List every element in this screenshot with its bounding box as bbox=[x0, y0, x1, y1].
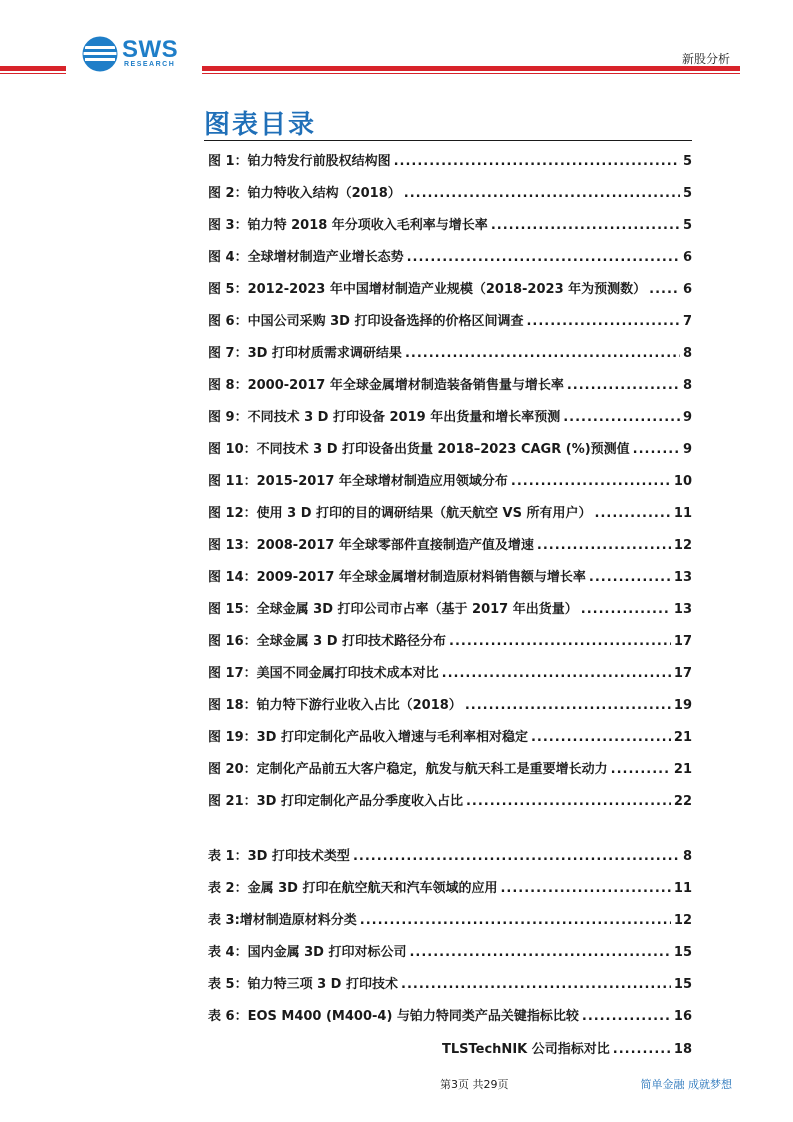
toc-entry-label: 图 10：不同技术 3 D 打印设备出货量 2018–2023 CAGR (%)预测值 bbox=[208, 442, 630, 457]
toc-leader bbox=[491, 218, 680, 233]
toc-entry[interactable] bbox=[208, 790, 692, 822]
table-list bbox=[208, 845, 692, 1037]
toc-entry-label: 图 5：2012-2023 年中国增材制造产业规模（2018-2023 年为预测数） bbox=[208, 282, 647, 297]
toc-entry[interactable] bbox=[208, 758, 692, 790]
toc-leader bbox=[500, 881, 670, 896]
header-rule-right bbox=[202, 66, 740, 71]
toc-entry-page: 21 bbox=[673, 730, 692, 745]
toc-entry[interactable] bbox=[208, 374, 692, 406]
toc-entry[interactable] bbox=[208, 438, 692, 470]
toc-entry-page: 13 bbox=[673, 570, 692, 585]
toc-leader bbox=[611, 762, 671, 777]
toc-entry-page: 6 bbox=[682, 282, 692, 297]
toc-entry-label: 图 2：铂力特收入结构（2018） bbox=[208, 186, 401, 201]
toc-entry-page: 15 bbox=[673, 977, 692, 992]
toc-entry-label: 图 17：美国不同金属打印技术成本对比 bbox=[208, 666, 439, 681]
toc-entry-label: 图 14：2009-2017 年全球金属增材制造原材料销售额与增长率 bbox=[208, 570, 586, 585]
toc-entry-label: 图 15：全球金属 3D 打印公司市占率（基于 2017 年出货量） bbox=[208, 602, 578, 617]
toc-entry-page: 11 bbox=[673, 506, 692, 521]
document-type: 新股分析 bbox=[681, 52, 730, 66]
toc-entry-page: 8 bbox=[682, 346, 692, 361]
toc-entry-label: 图 12：使用 3 D 打印的目的调研结果（航天航空 VS 所有用户） bbox=[208, 506, 592, 521]
toc-entry-label: 表 3:增材制造原材料分类 bbox=[208, 913, 357, 928]
toc-entry[interactable] bbox=[208, 941, 692, 973]
toc-entry-label: TLSTechNIK 公司指标对比 bbox=[442, 1042, 610, 1057]
toc-entry-page: 15 bbox=[673, 945, 692, 960]
toc-entry[interactable] bbox=[208, 845, 692, 877]
toc-leader bbox=[633, 442, 680, 457]
sws-globe-icon bbox=[82, 36, 118, 72]
toc-entry-label: 表 6：EOS M400 (M400-4) 与铂力特同类产品关键指标比较 bbox=[208, 1009, 579, 1024]
header-rule-left bbox=[0, 66, 66, 71]
logo-subtext: RESEARCH bbox=[124, 61, 176, 68]
toc-entry[interactable] bbox=[208, 342, 692, 374]
toc-entry-page: 22 bbox=[673, 794, 692, 809]
toc-leader bbox=[582, 1009, 671, 1024]
toc-leader bbox=[404, 186, 680, 201]
footer-slogan: 简单金融 成就梦想 bbox=[640, 1078, 732, 1091]
toc-entry-page: 16 bbox=[673, 1009, 692, 1024]
toc-entry-label: 图 1：铂力特发行前股权结构图 bbox=[208, 154, 391, 169]
toc-leader bbox=[407, 250, 680, 265]
toc-entry-label: 图 8：2000-2017 年全球金属增材制造装备销售量与增长率 bbox=[208, 378, 564, 393]
toc-entry[interactable] bbox=[208, 598, 692, 630]
toc-entry-label: 图 18：铂力特下游行业收入占比（2018） bbox=[208, 698, 462, 713]
toc-entry[interactable] bbox=[442, 1038, 692, 1070]
toc-entry-page: 12 bbox=[673, 538, 692, 553]
toc-entry[interactable] bbox=[208, 246, 692, 278]
toc-leader bbox=[353, 849, 680, 864]
toc-entry-page: 9 bbox=[682, 442, 692, 457]
toc-leader bbox=[405, 346, 680, 361]
toc-leader bbox=[511, 474, 671, 489]
toc-entry[interactable] bbox=[208, 470, 692, 502]
toc-entry[interactable] bbox=[208, 662, 692, 694]
toc-entry-page: 7 bbox=[682, 314, 692, 329]
toc-entry-page: 8 bbox=[682, 849, 692, 864]
toc-leader bbox=[442, 666, 671, 681]
toc-entry-label: 图 6：中国公司采购 3D 打印设备选择的价格区间调查 bbox=[208, 314, 524, 329]
toc-entry[interactable] bbox=[208, 150, 692, 182]
page-title: 图表目录 bbox=[204, 110, 317, 140]
logo-text: SWS bbox=[122, 36, 179, 63]
header-thin-rule-right bbox=[202, 73, 740, 74]
toc-entry-label: 表 1：3D 打印技术类型 bbox=[208, 849, 350, 864]
toc-entry-page: 19 bbox=[673, 698, 692, 713]
page-number: 第3页 共29页 bbox=[440, 1078, 509, 1091]
toc-entry-label: 图 16：全球金属 3 D 打印技术路径分布 bbox=[208, 634, 447, 649]
toc-entry-label: 图 19：3D 打印定制化产品收入增速与毛利率相对稳定 bbox=[208, 730, 528, 745]
toc-entry[interactable] bbox=[208, 726, 692, 758]
toc-entry-label: 表 5：铂力特三项 3 D 打印技术 bbox=[208, 977, 398, 992]
toc-entry[interactable] bbox=[208, 1005, 692, 1037]
toc-entry[interactable] bbox=[208, 877, 692, 909]
toc-entry[interactable] bbox=[208, 278, 692, 310]
header-thin-rule-left bbox=[0, 73, 66, 74]
title-divider bbox=[204, 140, 692, 141]
toc-leader bbox=[401, 977, 671, 992]
toc-entry-label: 表 2：金属 3D 打印在航空航天和汽车领域的应用 bbox=[208, 881, 498, 896]
toc-entry[interactable] bbox=[208, 502, 692, 534]
toc-entry-label: 图 9：不同技术 3 D 打印设备 2019 年出货量和增长率预测 bbox=[208, 410, 561, 425]
toc-entry-page: 8 bbox=[682, 378, 692, 393]
toc-entry-label: 图 7：3D 打印材质需求调研结果 bbox=[208, 346, 402, 361]
toc-entry-label: 图 11：2015-2017 年全球增材制造应用领域分布 bbox=[208, 474, 508, 489]
sws-logo bbox=[82, 36, 192, 72]
toc-entry-page: 12 bbox=[673, 913, 692, 928]
toc-entry[interactable] bbox=[208, 909, 692, 941]
toc-entry-label: 表 4：国内金属 3D 打印对标公司 bbox=[208, 945, 407, 960]
toc-entry[interactable] bbox=[208, 630, 692, 662]
toc-leader bbox=[567, 378, 680, 393]
toc-entry[interactable] bbox=[208, 406, 692, 438]
toc-entry[interactable] bbox=[208, 534, 692, 566]
toc-entry[interactable] bbox=[208, 566, 692, 598]
toc-entry-page: 17 bbox=[673, 666, 692, 681]
toc-leader bbox=[465, 698, 671, 713]
toc-entry-label: 图 20：定制化产品前五大客户稳定，航发与航天科工是重要增长动力 bbox=[208, 762, 608, 777]
toc-leader bbox=[537, 538, 671, 553]
toc-entry-label: 图 13：2008-2017 年全球零部件直接制造产值及增速 bbox=[208, 538, 534, 553]
toc-entry[interactable] bbox=[208, 182, 692, 214]
toc-leader bbox=[531, 730, 671, 745]
toc-entry-page: 5 bbox=[682, 218, 692, 233]
toc-entry-label: 图 3：铂力特 2018 年分项收入毛利率与增长率 bbox=[208, 218, 488, 233]
toc-entry-label: 图 21：3D 打印定制化产品分季度收入占比 bbox=[208, 794, 463, 809]
figure-list bbox=[208, 150, 692, 822]
toc-leader bbox=[595, 506, 671, 521]
toc-leader bbox=[581, 602, 671, 617]
toc-entry-page: 5 bbox=[682, 186, 692, 201]
toc-entry[interactable] bbox=[208, 214, 692, 246]
toc-entry[interactable] bbox=[208, 973, 692, 1005]
toc-entry[interactable] bbox=[208, 694, 692, 726]
toc-leader bbox=[394, 154, 680, 169]
toc-leader bbox=[563, 410, 680, 425]
toc-leader bbox=[449, 634, 671, 649]
toc-leader bbox=[526, 314, 679, 329]
toc-leader bbox=[409, 945, 670, 960]
toc-entry-page: 18 bbox=[673, 1042, 692, 1057]
toc-entry-page: 10 bbox=[673, 474, 692, 489]
toc-entry-page: 6 bbox=[682, 250, 692, 265]
toc-entry-label: 图 4：全球增材制造产业增长态势 bbox=[208, 250, 404, 265]
toc-entry-page: 13 bbox=[673, 602, 692, 617]
toc-entry-page: 9 bbox=[682, 410, 692, 425]
toc-leader bbox=[649, 282, 680, 297]
toc-entry[interactable] bbox=[208, 310, 692, 342]
toc-entry-page: 11 bbox=[673, 881, 692, 896]
toc-entry-page: 21 bbox=[673, 762, 692, 777]
toc-entry-page: 17 bbox=[673, 634, 692, 649]
toc-leader bbox=[360, 913, 671, 928]
toc-leader bbox=[613, 1042, 671, 1057]
toc-leader bbox=[466, 794, 671, 809]
toc-entry-page: 5 bbox=[682, 154, 692, 169]
toc-leader bbox=[589, 570, 671, 585]
